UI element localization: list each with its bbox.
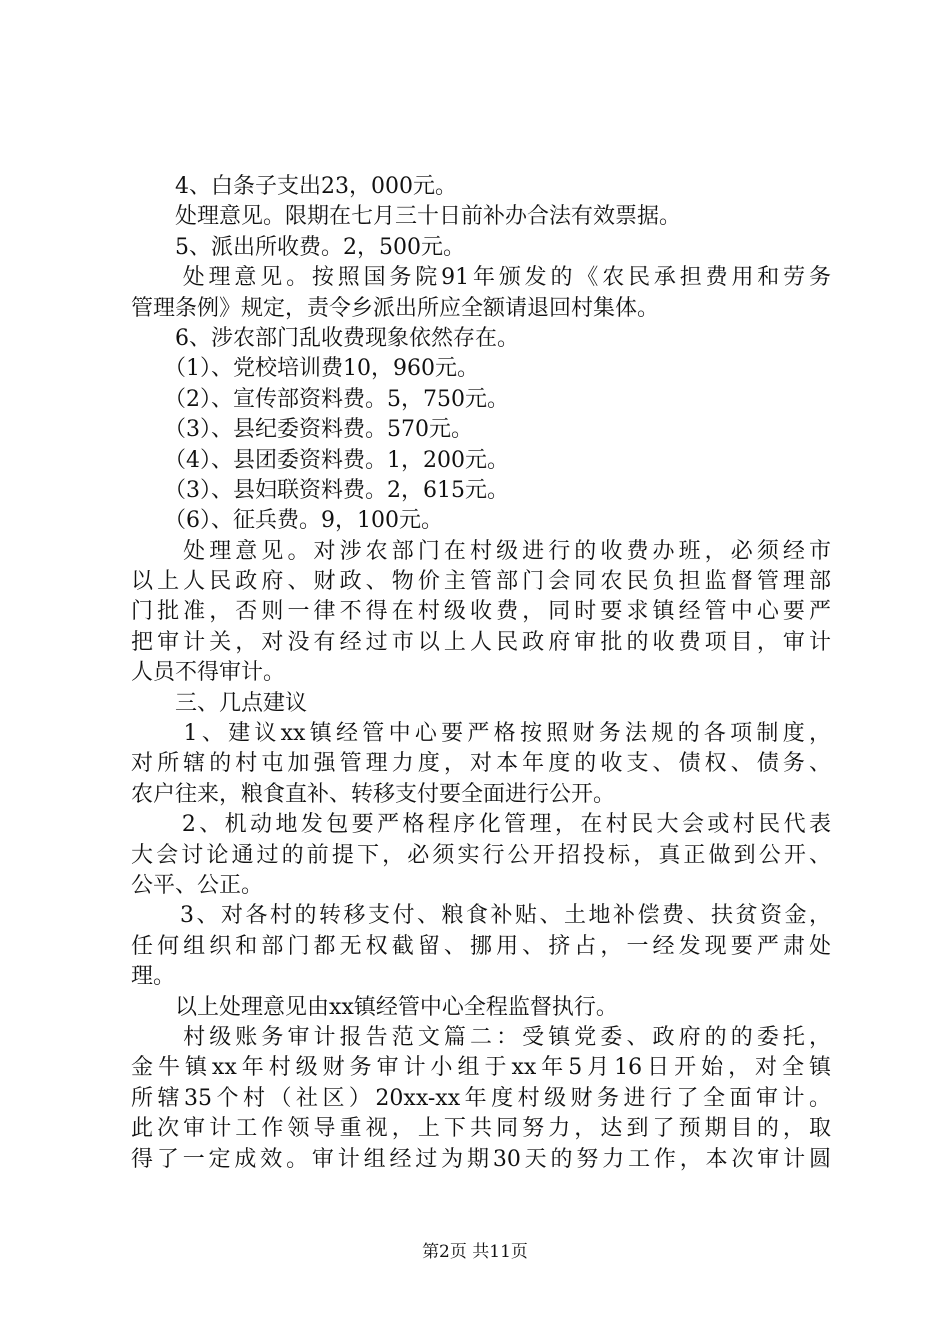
text-line: 对所辖的村屯加强管理力度，对本年度的收支、债权、债务、 [131, 751, 831, 777]
text-line: （3）、县妇联资料费。2，615元。 [131, 477, 509, 503]
text-line: 大会讨论通过的前提下，必须实行公开招投标，真正做到公开、 [131, 842, 831, 868]
text-line: 金牛镇xx年村级财务审计小组于xx年5月16日开始，对全镇 [131, 1055, 831, 1081]
text-line: 1、建议xx镇经管中心要严格按照财务法规的各项制度， [131, 721, 831, 747]
text-line: （2）、宣传部资料费。5，750元。 [131, 386, 509, 412]
text-line: 6、涉农部门乱收费现象依然存在。 [131, 325, 519, 351]
text-line: 农户往来，粮食直补、转移支付要全面进行公开。 [131, 781, 616, 807]
text-line: 此次审计工作领导重视，上下共同努力，达到了预期目的，取 [131, 1116, 831, 1142]
page-footer: 第2页 共11页 [422, 1242, 528, 1262]
text-line: 以上人民政府、财政、物价主管部门会同农民负担监督管理部 [131, 569, 831, 595]
text-line: 5、派出所收费。2，500元。 [131, 234, 465, 260]
text-line: 3、对各村的转移支付、粮食补贴、土地补偿费、扶贫资金， [131, 903, 831, 929]
text-line: 处理意见。按照国务院91年颁发的《农民承担费用和劳务 [131, 265, 831, 291]
text-line: 2、机动地发包要严格程序化管理，在村民大会或村民代表 [131, 812, 831, 838]
text-line: 得了一定成效。审计组经过为期30天的努力工作，本次审计圆 [131, 1146, 831, 1172]
text-line: 管理条例》规定，责令乡派出所应全额请退回村集体。 [131, 295, 660, 321]
text-line: 公平、公正。 [131, 872, 264, 898]
text-line: 人员不得审计。 [131, 660, 286, 686]
text-line: 处理意见。限期在七月三十日前补办合法有效票据。 [131, 204, 682, 230]
text-line: 处理意见。对涉农部门在村级进行的收费办班，必须经市 [131, 538, 831, 564]
text-line: 所辖35个村（社区）20xx-xx年度村级财务进行了全面审计。 [131, 1085, 831, 1111]
text-line: （1）、党校培训费10，960元。 [131, 356, 479, 382]
document-body [131, 172, 831, 1175]
text-line: 以上处理意见由xx镇经管中心全程监督执行。 [131, 994, 618, 1020]
text-line: 任何组织和部门都无权截留、挪用、挤占，一经发现要严肃处 [131, 933, 831, 959]
text-line: 三、几点建议 [131, 690, 308, 716]
text-line: 村级账务审计报告范文篇二：受镇党委、政府的的委托， [131, 1024, 831, 1050]
text-line: （3）、县纪委资料费。570元。 [131, 417, 473, 443]
text-line: （6）、征兵费。9，100元。 [131, 508, 443, 534]
text-line: 把审计关，对没有经过市以上人民政府审批的收费项目，审计 [131, 629, 831, 655]
text-line: 理。 [131, 964, 176, 990]
text-line: 4、白条子支出23，000元。 [131, 174, 457, 199]
text-line: （4）、县团委资料费。1，200元。 [131, 447, 509, 473]
text-line: 门批准，否则一律不得在村级收费，同时要求镇经管中心要严 [131, 599, 831, 625]
